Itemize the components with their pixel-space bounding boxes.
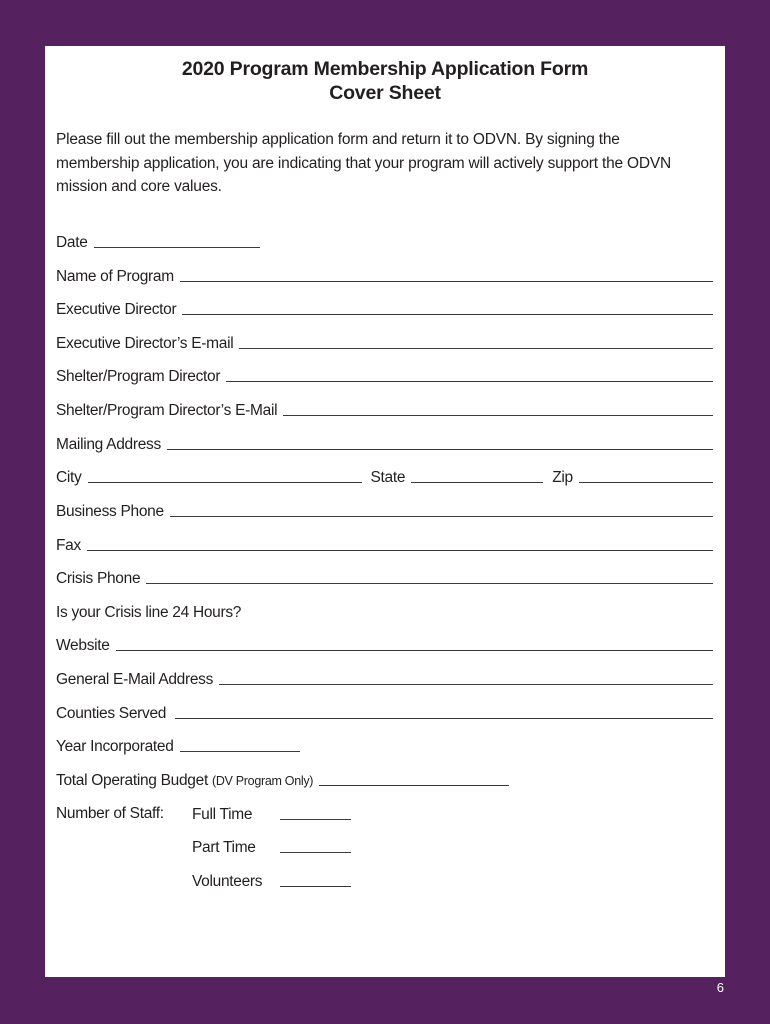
form-title <box>45 57 725 105</box>
intro-paragraph: Please fill out the membership application form and return it to ODVN. By signing the membership application, you are indicating that your program will actively support the ODVN mission and core values. <box>56 131 672 195</box>
business-phone-field[interactable] <box>170 516 713 517</box>
budget-row <box>56 767 713 791</box>
full-time-label: Full Time <box>192 806 253 823</box>
general-email-field[interactable] <box>219 684 713 685</box>
volunteers-field[interactable] <box>280 886 351 887</box>
website-label: Website <box>56 637 110 654</box>
exec-director-label: Executive Director <box>56 301 177 318</box>
part-time-field[interactable] <box>280 852 351 853</box>
website-field[interactable] <box>116 650 713 651</box>
city-label: City <box>56 469 82 486</box>
staff-label: Number of Staff: <box>56 805 164 822</box>
city-state-zip-row <box>56 464 713 488</box>
shelter-director-email-label: Shelter/Program Director’s E-Mail <box>56 402 278 419</box>
year-incorporated-row <box>56 733 713 757</box>
website-row <box>56 632 713 656</box>
shelter-director-row <box>56 363 713 387</box>
mailing-address-field[interactable] <box>167 449 713 450</box>
program-name-row <box>56 263 713 287</box>
counties-label: Counties Served <box>56 705 167 722</box>
full-time-field[interactable] <box>280 819 351 820</box>
budget-label <box>56 771 313 791</box>
business-phone-row <box>56 498 713 522</box>
state-field[interactable] <box>411 482 543 483</box>
counties-row <box>56 700 713 724</box>
title-line-1: 2020 Program Membership Application Form <box>181 58 589 80</box>
crisis-phone-label: Crisis Phone <box>56 570 141 587</box>
program-name-field[interactable] <box>180 281 713 282</box>
city-field[interactable] <box>88 482 362 483</box>
shelter-director-email-row <box>56 397 713 421</box>
crisis-24-row <box>56 599 713 623</box>
general-email-label: General E-Mail Address <box>56 671 214 688</box>
year-incorporated-label: Year Incorporated <box>56 738 174 755</box>
fax-row <box>56 532 713 556</box>
zip-label: Zip <box>552 469 573 486</box>
form-page <box>45 46 725 977</box>
date-field[interactable] <box>94 247 260 248</box>
state-label: State <box>370 469 406 486</box>
exec-director-email-field[interactable] <box>239 348 713 349</box>
fax-field[interactable] <box>87 550 713 551</box>
program-name-label: Name of Program <box>56 268 174 285</box>
exec-director-email-row <box>56 330 713 354</box>
exec-director-row <box>56 296 713 320</box>
shelter-director-email-field[interactable] <box>283 415 713 416</box>
part-time-label: Part Time <box>192 839 256 856</box>
crisis-24-question: Is your Crisis line 24 Hours? <box>56 604 242 621</box>
mailing-address-row <box>56 431 713 455</box>
budget-label-text: Total Operating Budget <box>56 772 208 789</box>
exec-director-field[interactable] <box>182 314 713 315</box>
title-line-2: Cover Sheet <box>329 82 441 104</box>
full-time-row <box>192 801 351 825</box>
shelter-director-field[interactable] <box>226 381 713 382</box>
counties-field[interactable] <box>175 718 713 719</box>
volunteers-row <box>192 868 351 892</box>
volunteers-label: Volunteers <box>192 873 263 890</box>
page-number: 6 <box>716 980 724 995</box>
crisis-phone-row <box>56 565 713 589</box>
crisis-phone-field[interactable] <box>146 583 713 584</box>
general-email-row <box>56 666 713 690</box>
date-row <box>56 229 713 253</box>
zip-field[interactable] <box>579 482 713 483</box>
shelter-director-label: Shelter/Program Director <box>56 368 221 385</box>
exec-director-email-label: Executive Director’s E-mail <box>56 335 234 352</box>
mailing-address-label: Mailing Address <box>56 436 161 453</box>
year-incorporated-field[interactable] <box>180 751 300 752</box>
budget-field[interactable] <box>319 785 509 786</box>
fax-label: Fax <box>56 537 81 554</box>
budget-note: (DV Program Only) <box>211 774 314 788</box>
date-label: Date <box>56 234 88 251</box>
part-time-row <box>192 834 351 858</box>
business-phone-label: Business Phone <box>56 503 164 520</box>
